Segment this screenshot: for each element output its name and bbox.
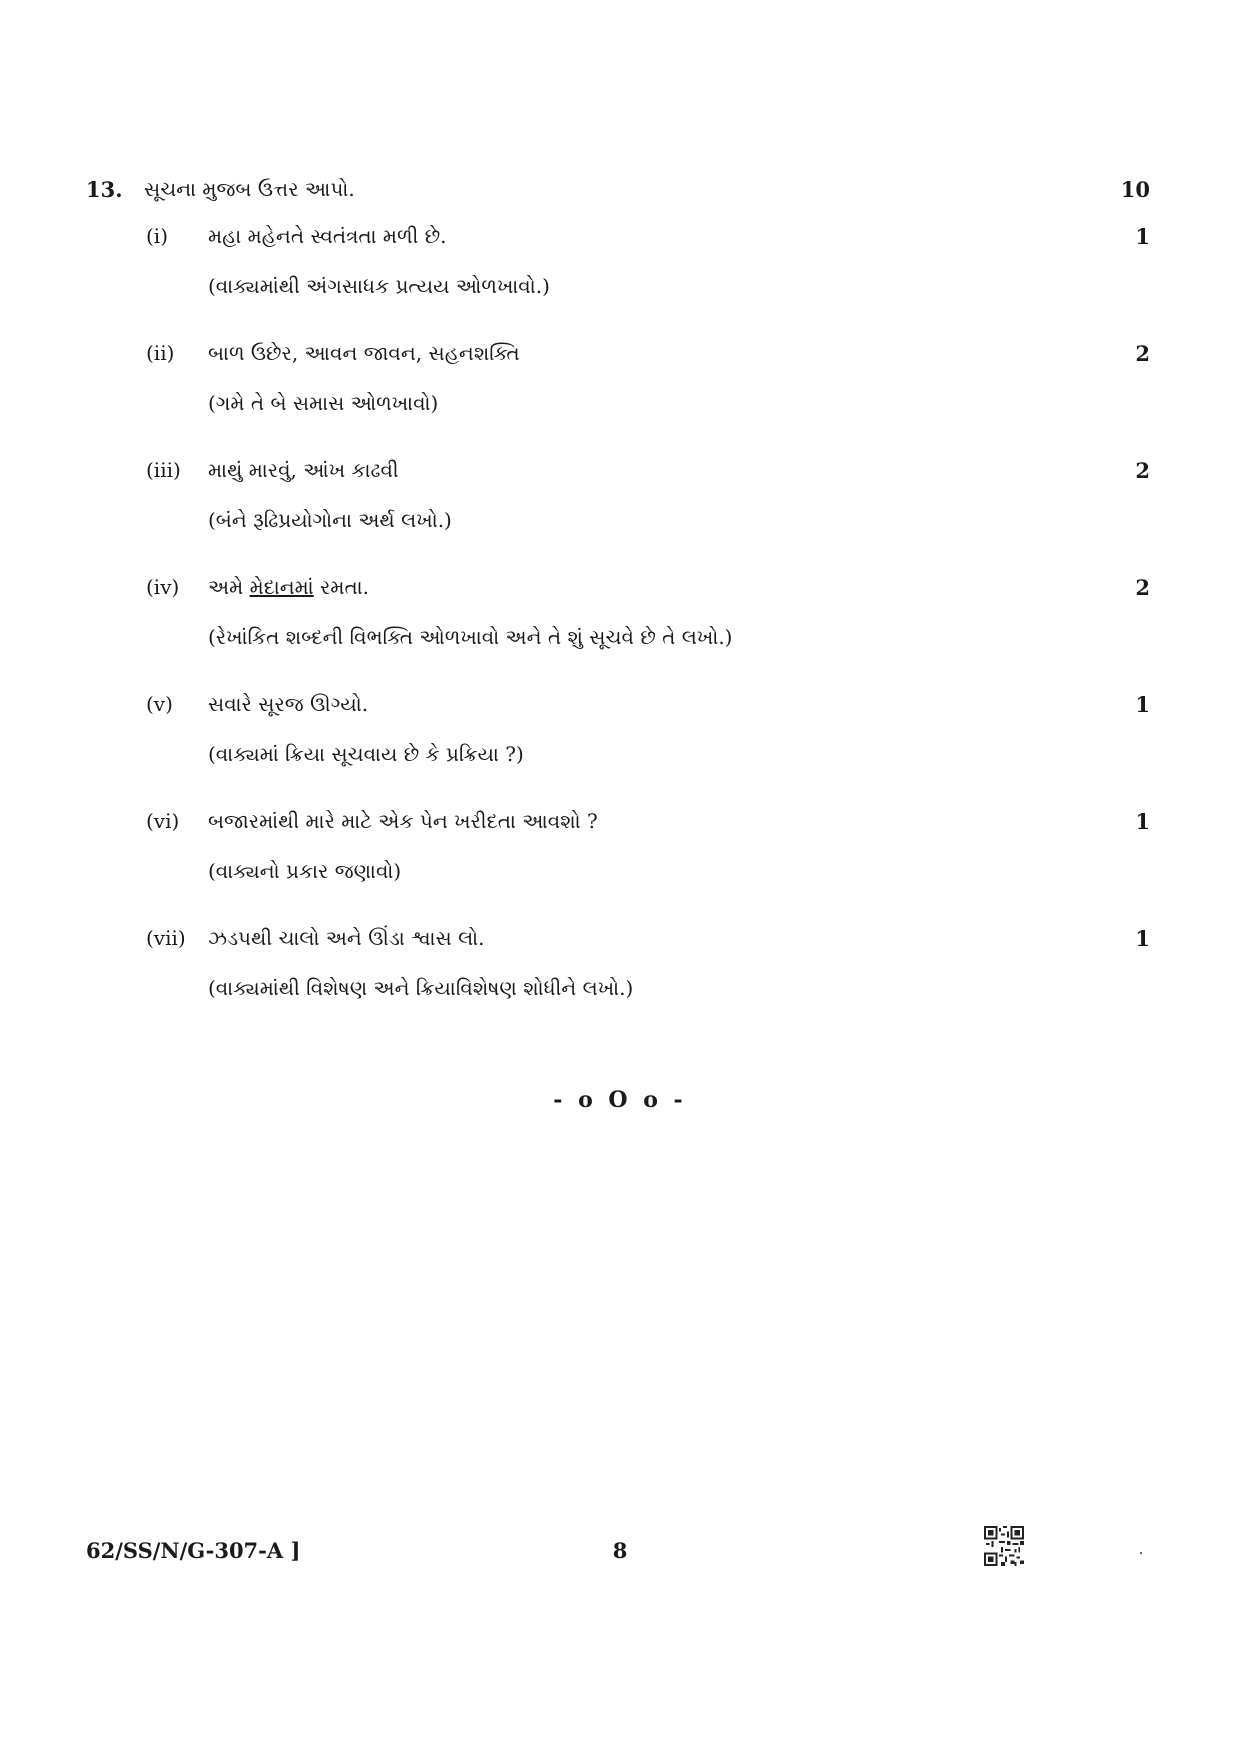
question-instruction: સૂચના મુજબ ઉત્તર આપો. bbox=[144, 177, 355, 201]
sub-question-iii bbox=[146, 452, 1150, 538]
sub-question-v bbox=[146, 686, 1150, 772]
sub-question-i bbox=[146, 218, 1150, 304]
sub-question-vii bbox=[146, 920, 1150, 1006]
sub-question-instruction: (વાક્યમાંથી અંગસાધક પ્રત્યય ઓળખાવો.) bbox=[208, 274, 550, 298]
sub-question-instruction: (રેખાંકિત શબ્દની વિભક્તિ ઓળખાવો અને તે શું સૂચવે છે તે લખો.) bbox=[208, 625, 733, 649]
sub-question-marks: 1 bbox=[1135, 925, 1150, 951]
question-number: 13. bbox=[86, 176, 123, 202]
question-header bbox=[86, 172, 1150, 206]
paper-code: 62/SS/N/G-307-A ] bbox=[86, 1538, 301, 1563]
sub-question-text: ઝડપથી ચાલો અને ઊંડા શ્વાસ લો. bbox=[208, 926, 485, 950]
sub-question-instruction: (વાક્યમાં ક્રિયા સૂચવાય છે કે પ્રક્રિયા ?) bbox=[208, 742, 524, 766]
page-dot bbox=[1140, 1552, 1142, 1554]
sub-question-number: (vii) bbox=[146, 926, 186, 950]
end-of-paper-mark: - o O o - bbox=[553, 1087, 687, 1113]
sub-question-instruction: (વાક્યનો પ્રકાર જણાવો) bbox=[208, 859, 402, 883]
sub-question-marks: 1 bbox=[1135, 223, 1150, 249]
qr-code-icon bbox=[984, 1526, 1024, 1566]
sub-question-instruction: (ગમે તે બે સમાસ ઓળખાવો) bbox=[208, 391, 439, 415]
sub-question-vi bbox=[146, 803, 1150, 889]
page-number: 8 bbox=[612, 1538, 628, 1563]
sub-question-number: (v) bbox=[146, 692, 173, 716]
sub-question-marks: 1 bbox=[1135, 808, 1150, 834]
sub-question-instruction: (બંને રૂઢિપ્રયોગોના અર્થ લખો.) bbox=[208, 508, 452, 532]
sub-question-text bbox=[208, 575, 1110, 599]
sub-question-text: બાળ ઉછેર, આવન જાવન, સહનશક્તિ bbox=[208, 341, 520, 365]
sub-question-ii bbox=[146, 335, 1150, 421]
text-after-underline: રમતા. bbox=[313, 575, 370, 599]
sub-question-marks: 2 bbox=[1135, 457, 1150, 483]
sub-question-number: (vi) bbox=[146, 809, 180, 833]
sub-question-instruction: (વાક્યમાંથી વિશેષણ અને ક્રિયાવિશેષણ શોધીને લખો.) bbox=[208, 976, 634, 1000]
sub-question-number: (ii) bbox=[146, 341, 175, 365]
sub-question-marks: 2 bbox=[1135, 574, 1150, 600]
sub-question-number: (iv) bbox=[146, 575, 180, 599]
question-marks: 10 bbox=[1120, 176, 1150, 202]
sub-question-text: સવારે સૂરજ ઊગ્યો. bbox=[208, 692, 369, 716]
sub-question-text: મહા મહેનતે સ્વતંત્રતા મળી છે. bbox=[208, 224, 447, 248]
underlined-word: મેદાનમાં bbox=[249, 575, 314, 599]
sub-question-marks: 1 bbox=[1135, 691, 1150, 717]
sub-question-number: (i) bbox=[146, 224, 169, 248]
sub-question-text: માથું મારવું, આંખ કાઢવી bbox=[208, 458, 399, 482]
sub-question-text: બજારમાંથી મારે માટે એક પેન ખરીદતા આવશો ? bbox=[208, 809, 598, 833]
sub-question-number: (iii) bbox=[146, 458, 181, 482]
sub-question-iv bbox=[146, 569, 1150, 655]
sub-question-marks: 2 bbox=[1135, 340, 1150, 366]
text-before-underline: અમે bbox=[208, 575, 250, 599]
